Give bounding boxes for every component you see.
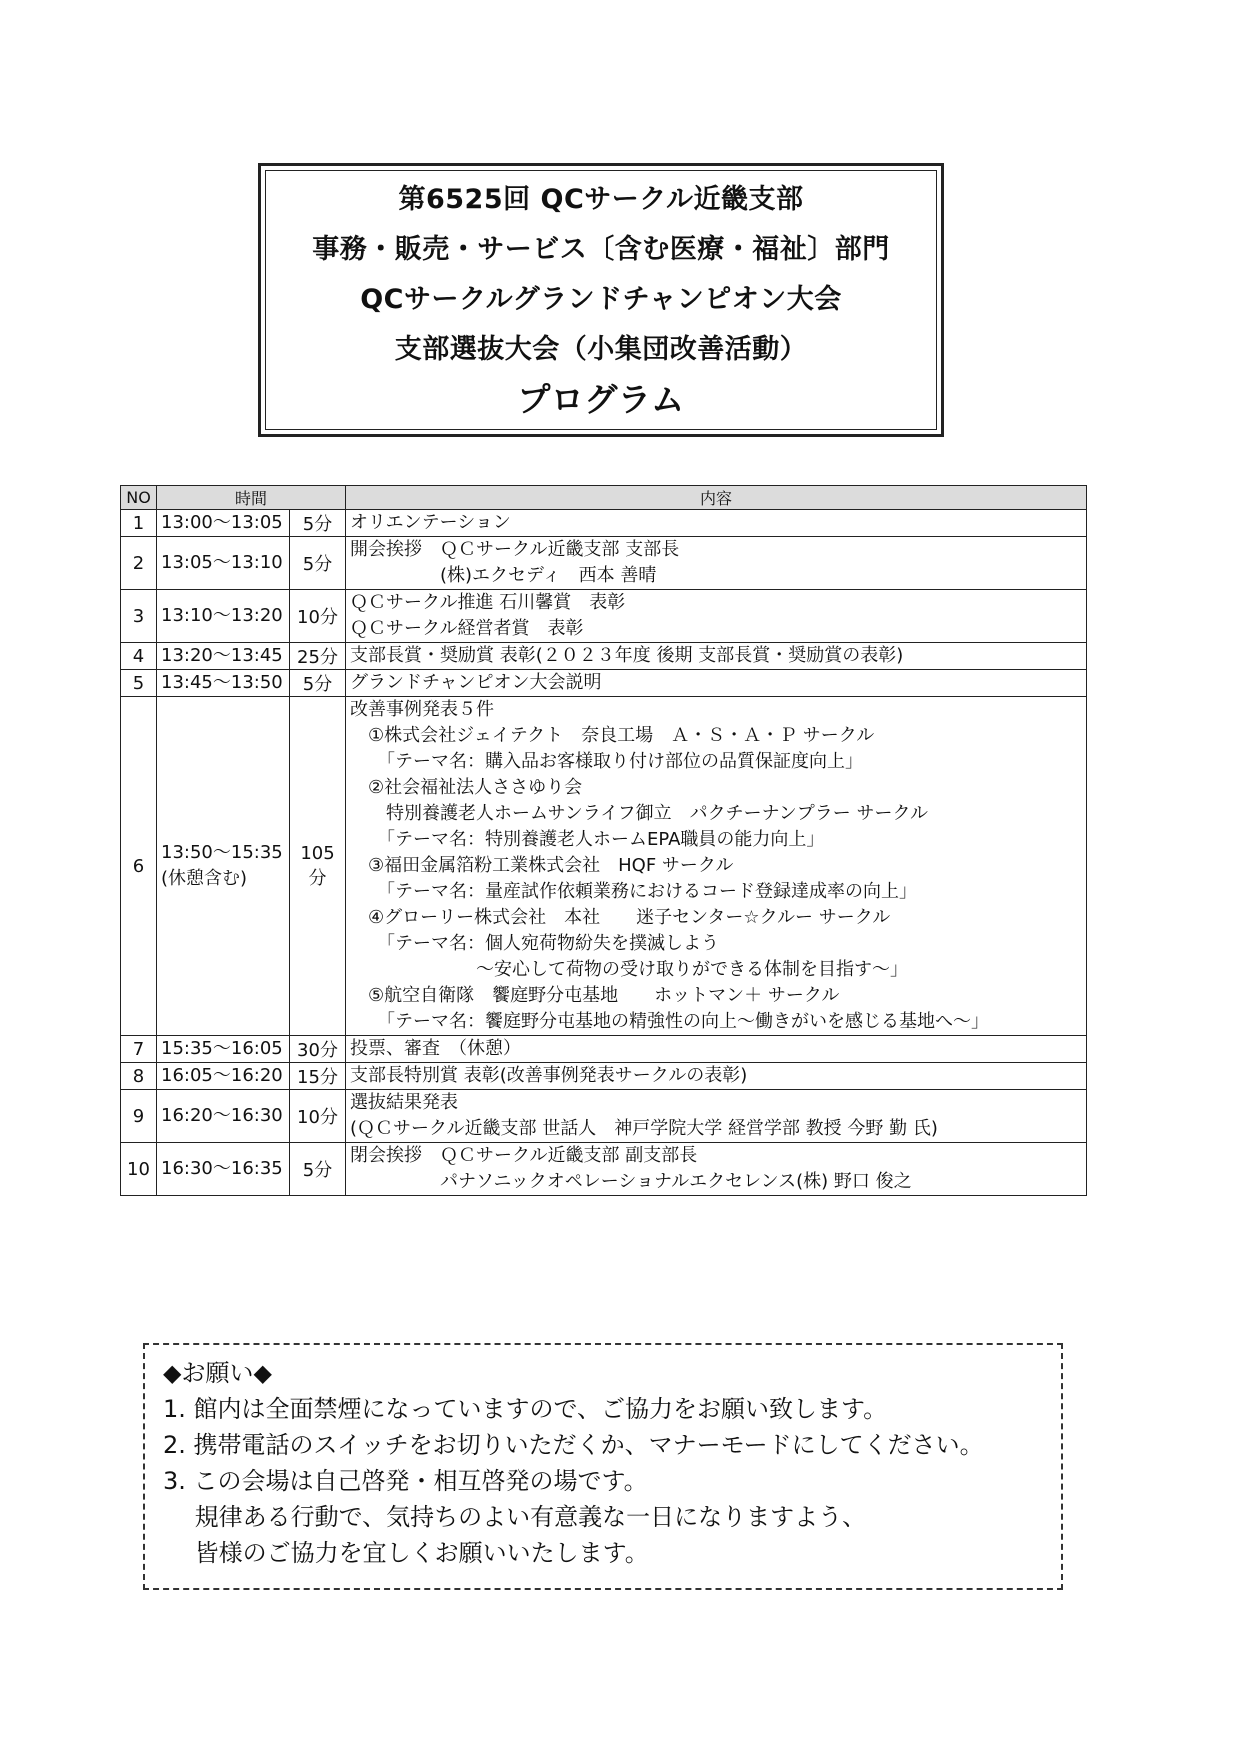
row-no: 8 xyxy=(121,1063,157,1090)
title-inner xyxy=(265,170,937,430)
row-time-line: 13:45～13:50 xyxy=(161,672,283,693)
row-content-line: ＱＣサークル推進 石川馨賞 表彰 xyxy=(350,592,626,613)
row-no: 3 xyxy=(121,590,157,643)
row-no: 9 xyxy=(121,1090,157,1143)
row-content-line: 「テーマ名：量産試作依頼業務におけるコード登録達成率の向上」 xyxy=(350,881,918,902)
row-content-line: 「テーマ名：特別養護老人ホームEPA職員の能力向上」 xyxy=(350,829,825,850)
header-no: NO xyxy=(121,486,157,510)
row-content-line: (ＱＣサークル近畿支部 世話人 神戸学院大学 経営学部 教授 今野 勤 氏) xyxy=(350,1118,938,1139)
table-row xyxy=(121,1090,1087,1143)
row-content xyxy=(346,1063,1087,1090)
row-content-line: 閉会挨拶 ＱＣサークル近畿支部 副支部長 xyxy=(350,1145,698,1166)
row-content-line: パナソニックオペレーショナルエクセレンス(株) 野口 俊之 xyxy=(350,1171,912,1192)
table-row xyxy=(121,537,1087,590)
row-content-line: 「テーマ名：饗庭野分屯基地の精強性の向上～働きがいを感じる基地へ～」 xyxy=(350,1011,990,1032)
row-content xyxy=(346,510,1087,537)
row-no: 6 xyxy=(121,697,157,1036)
title-line-1: 第6525回 QCサークル近畿支部 xyxy=(398,184,804,215)
row-content-line: オリエンテーション xyxy=(350,512,511,533)
row-no: 1 xyxy=(121,510,157,537)
row-duration: 10分 xyxy=(290,1090,346,1143)
row-content-line: 特別養護老人ホームサンライフ御立 パクチーナンプラー サークル xyxy=(350,803,928,824)
notice-line: 規律ある行動で、気持ちのよい有意義な一日になりますよう、 xyxy=(163,1503,867,1531)
row-content-line: ③福田金属箔粉工業株式会社 HQF サークル xyxy=(350,855,734,876)
row-time xyxy=(157,510,290,537)
row-content xyxy=(346,1036,1087,1063)
notice-line: 皆様のご協力を宜しくお願いいたします。 xyxy=(163,1539,649,1567)
row-content xyxy=(346,697,1087,1036)
row-time-line: (休憩含む) xyxy=(161,868,248,889)
row-no: 7 xyxy=(121,1036,157,1063)
row-content-line: グランドチャンピオン大会説明 xyxy=(350,672,602,693)
row-duration: 15分 xyxy=(290,1063,346,1090)
row-time xyxy=(157,590,290,643)
row-time xyxy=(157,697,290,1036)
table-header-row xyxy=(121,486,1087,510)
row-no: 4 xyxy=(121,643,157,670)
row-content-line: 「テーマ名：購入品お客様取り付け部位の品質保証度向上」 xyxy=(350,751,864,772)
row-content xyxy=(346,670,1087,697)
row-duration: 10分 xyxy=(290,590,346,643)
row-content-line: 支部長特別賞 表彰(改善事例発表サークルの表彰) xyxy=(350,1065,748,1086)
table-row xyxy=(121,1143,1087,1196)
title-line-2: 事務・販売・サービス〔含む医療・福祉〕部門 xyxy=(312,234,890,265)
row-content-line: 投票、審査 （休憩） xyxy=(350,1038,522,1059)
row-content-line: ⑤航空自衛隊 饗庭野分屯基地 ホットマン＋ サークル xyxy=(350,985,840,1006)
row-content xyxy=(346,537,1087,590)
notice-line: 1. 館内は全面禁煙になっていますので、ご協力をお願い致します。 xyxy=(163,1395,888,1423)
row-time-line: 15:35～16:05 xyxy=(161,1038,283,1059)
table-row xyxy=(121,643,1087,670)
row-time-line: 13:00～13:05 xyxy=(161,512,283,533)
row-no: 2 xyxy=(121,537,157,590)
row-time xyxy=(157,1090,290,1143)
row-time xyxy=(157,1036,290,1063)
row-content-line: ＱＣサークル経営者賞 表彰 xyxy=(350,618,584,639)
row-content-line: 開会挨拶 ＱＣサークル近畿支部 支部長 xyxy=(350,539,680,560)
table-row xyxy=(121,697,1087,1036)
row-duration: 105分 xyxy=(290,697,346,1036)
row-time-line: 16:05～16:20 xyxy=(161,1065,283,1086)
row-no: 5 xyxy=(121,670,157,697)
notice-box xyxy=(143,1343,1063,1590)
row-content-line: (株)エクセディ 西本 善晴 xyxy=(350,565,657,586)
notice-line: 2. 携帯電話のスイッチをお切りいただくか、マナーモードにしてください。 xyxy=(163,1431,984,1459)
row-content xyxy=(346,590,1087,643)
row-time xyxy=(157,1063,290,1090)
row-time-line: 13:20～13:45 xyxy=(161,645,283,666)
row-time-line: 13:50～15:35 xyxy=(161,842,283,863)
row-time xyxy=(157,643,290,670)
header-time: 時間 xyxy=(157,486,346,510)
row-content-line: ①株式会社ジェイテクト 奈良工場 Ａ・Ｓ・Ａ・Ｐ サークル xyxy=(350,725,875,746)
row-time xyxy=(157,670,290,697)
row-time xyxy=(157,537,290,590)
row-content-line: 「テーマ名：個人宛荷物紛失を撲滅しよう xyxy=(350,933,720,954)
header-content: 内容 xyxy=(346,486,1087,510)
title-box xyxy=(258,163,944,437)
row-time-line: 13:05～13:10 xyxy=(161,552,283,573)
row-content-line: ～安心して荷物の受け取りができる体制を目指す～」 xyxy=(350,959,909,980)
row-duration: 5分 xyxy=(290,670,346,697)
row-content xyxy=(346,1143,1087,1196)
table-row xyxy=(121,670,1087,697)
title-line-4: 支部選抜大会（小集団改善活動） xyxy=(394,334,808,365)
row-content-line: 選抜結果発表 xyxy=(350,1092,459,1113)
table-row xyxy=(121,590,1087,643)
table-row xyxy=(121,1063,1087,1090)
row-time-line: 16:20～16:30 xyxy=(161,1105,283,1126)
row-time-line: 13:10～13:20 xyxy=(161,605,283,626)
row-content-line: 支部長賞・奨励賞 表彰(２０２３年度 後期 支部長賞・奨励賞の表彰) xyxy=(350,645,904,666)
row-duration: 25分 xyxy=(290,643,346,670)
row-content xyxy=(346,1090,1087,1143)
title-line-5: プログラム xyxy=(517,380,685,419)
row-duration: 5分 xyxy=(290,510,346,537)
row-content-line: ④グローリー株式会社 本社 迷子センター☆クルー サークル xyxy=(350,907,891,928)
row-duration: 5分 xyxy=(290,1143,346,1196)
row-content-line: ②社会福祉法人ささゆり会 xyxy=(350,777,583,798)
row-time xyxy=(157,1143,290,1196)
notice-heading: ◆お願い◆ xyxy=(163,1359,272,1387)
table-body xyxy=(121,510,1087,1196)
row-content xyxy=(346,643,1087,670)
row-no: 10 xyxy=(121,1143,157,1196)
program-table xyxy=(120,485,1087,1196)
table-row xyxy=(121,510,1087,537)
row-duration: 30分 xyxy=(290,1036,346,1063)
row-time-line: 16:30～16:35 xyxy=(161,1158,283,1179)
row-content-line: 改善事例発表５件 xyxy=(350,699,495,720)
notice-line: 3. この会場は自己啓発・相互啓発の場です。 xyxy=(163,1467,648,1495)
title-line-3: QCサークルグランドチャンピオン大会 xyxy=(360,284,842,315)
row-duration: 5分 xyxy=(290,537,346,590)
table-row xyxy=(121,1036,1087,1063)
